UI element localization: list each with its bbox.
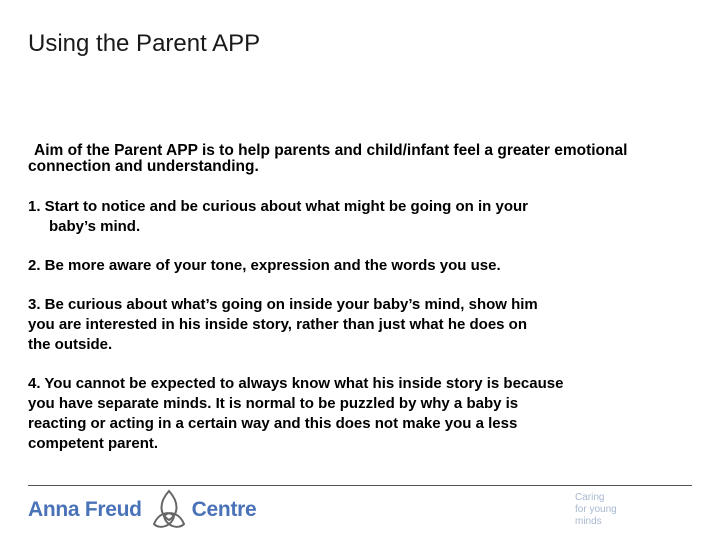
point-line: the outside. xyxy=(28,336,113,353)
anna-freud-logo xyxy=(28,488,256,532)
point-3 xyxy=(28,295,668,355)
point-line: competent parent. xyxy=(28,435,159,452)
point-4 xyxy=(28,374,668,454)
point-line: 2. Be more aware of your tone, expression and the words you use. xyxy=(28,257,501,274)
point-line: 4. You cannot be expected to always know what his inside story is because xyxy=(28,375,564,392)
point-line: 1. Start to notice and be curious about what might be going on in your xyxy=(28,198,529,215)
intro-line: connection and understanding. xyxy=(28,158,259,175)
tagline-line: minds xyxy=(575,516,602,527)
point-line: you are interested in his inside story, rather than just what he does on xyxy=(28,316,527,333)
intro-line: Aim of the Parent APP is to help parents and child/infant feel a greater emotional xyxy=(34,142,628,159)
logo-text-right: Centre xyxy=(191,498,257,521)
point-1 xyxy=(28,197,668,237)
triquetra-icon xyxy=(150,488,188,532)
tagline-line: for young xyxy=(575,504,617,515)
tagline xyxy=(575,492,617,528)
footer-divider xyxy=(28,485,692,486)
logo-text-left: Anna Freud xyxy=(28,498,142,521)
tagline-line: Caring xyxy=(575,492,605,503)
triquetra-strokes xyxy=(154,491,184,527)
point-line: 3. Be curious about what’s going on inside your baby’s mind, show him xyxy=(28,296,538,313)
point-line: baby’s mind. xyxy=(49,218,141,235)
point-2 xyxy=(28,256,668,276)
intro-text xyxy=(28,143,698,175)
page-title: Using the Parent APP xyxy=(28,30,261,57)
point-line: reacting or acting in a certain way and this does not make you a less xyxy=(28,415,518,432)
point-line: you have separate minds. It is normal to be puzzled by why a baby is xyxy=(28,395,519,412)
